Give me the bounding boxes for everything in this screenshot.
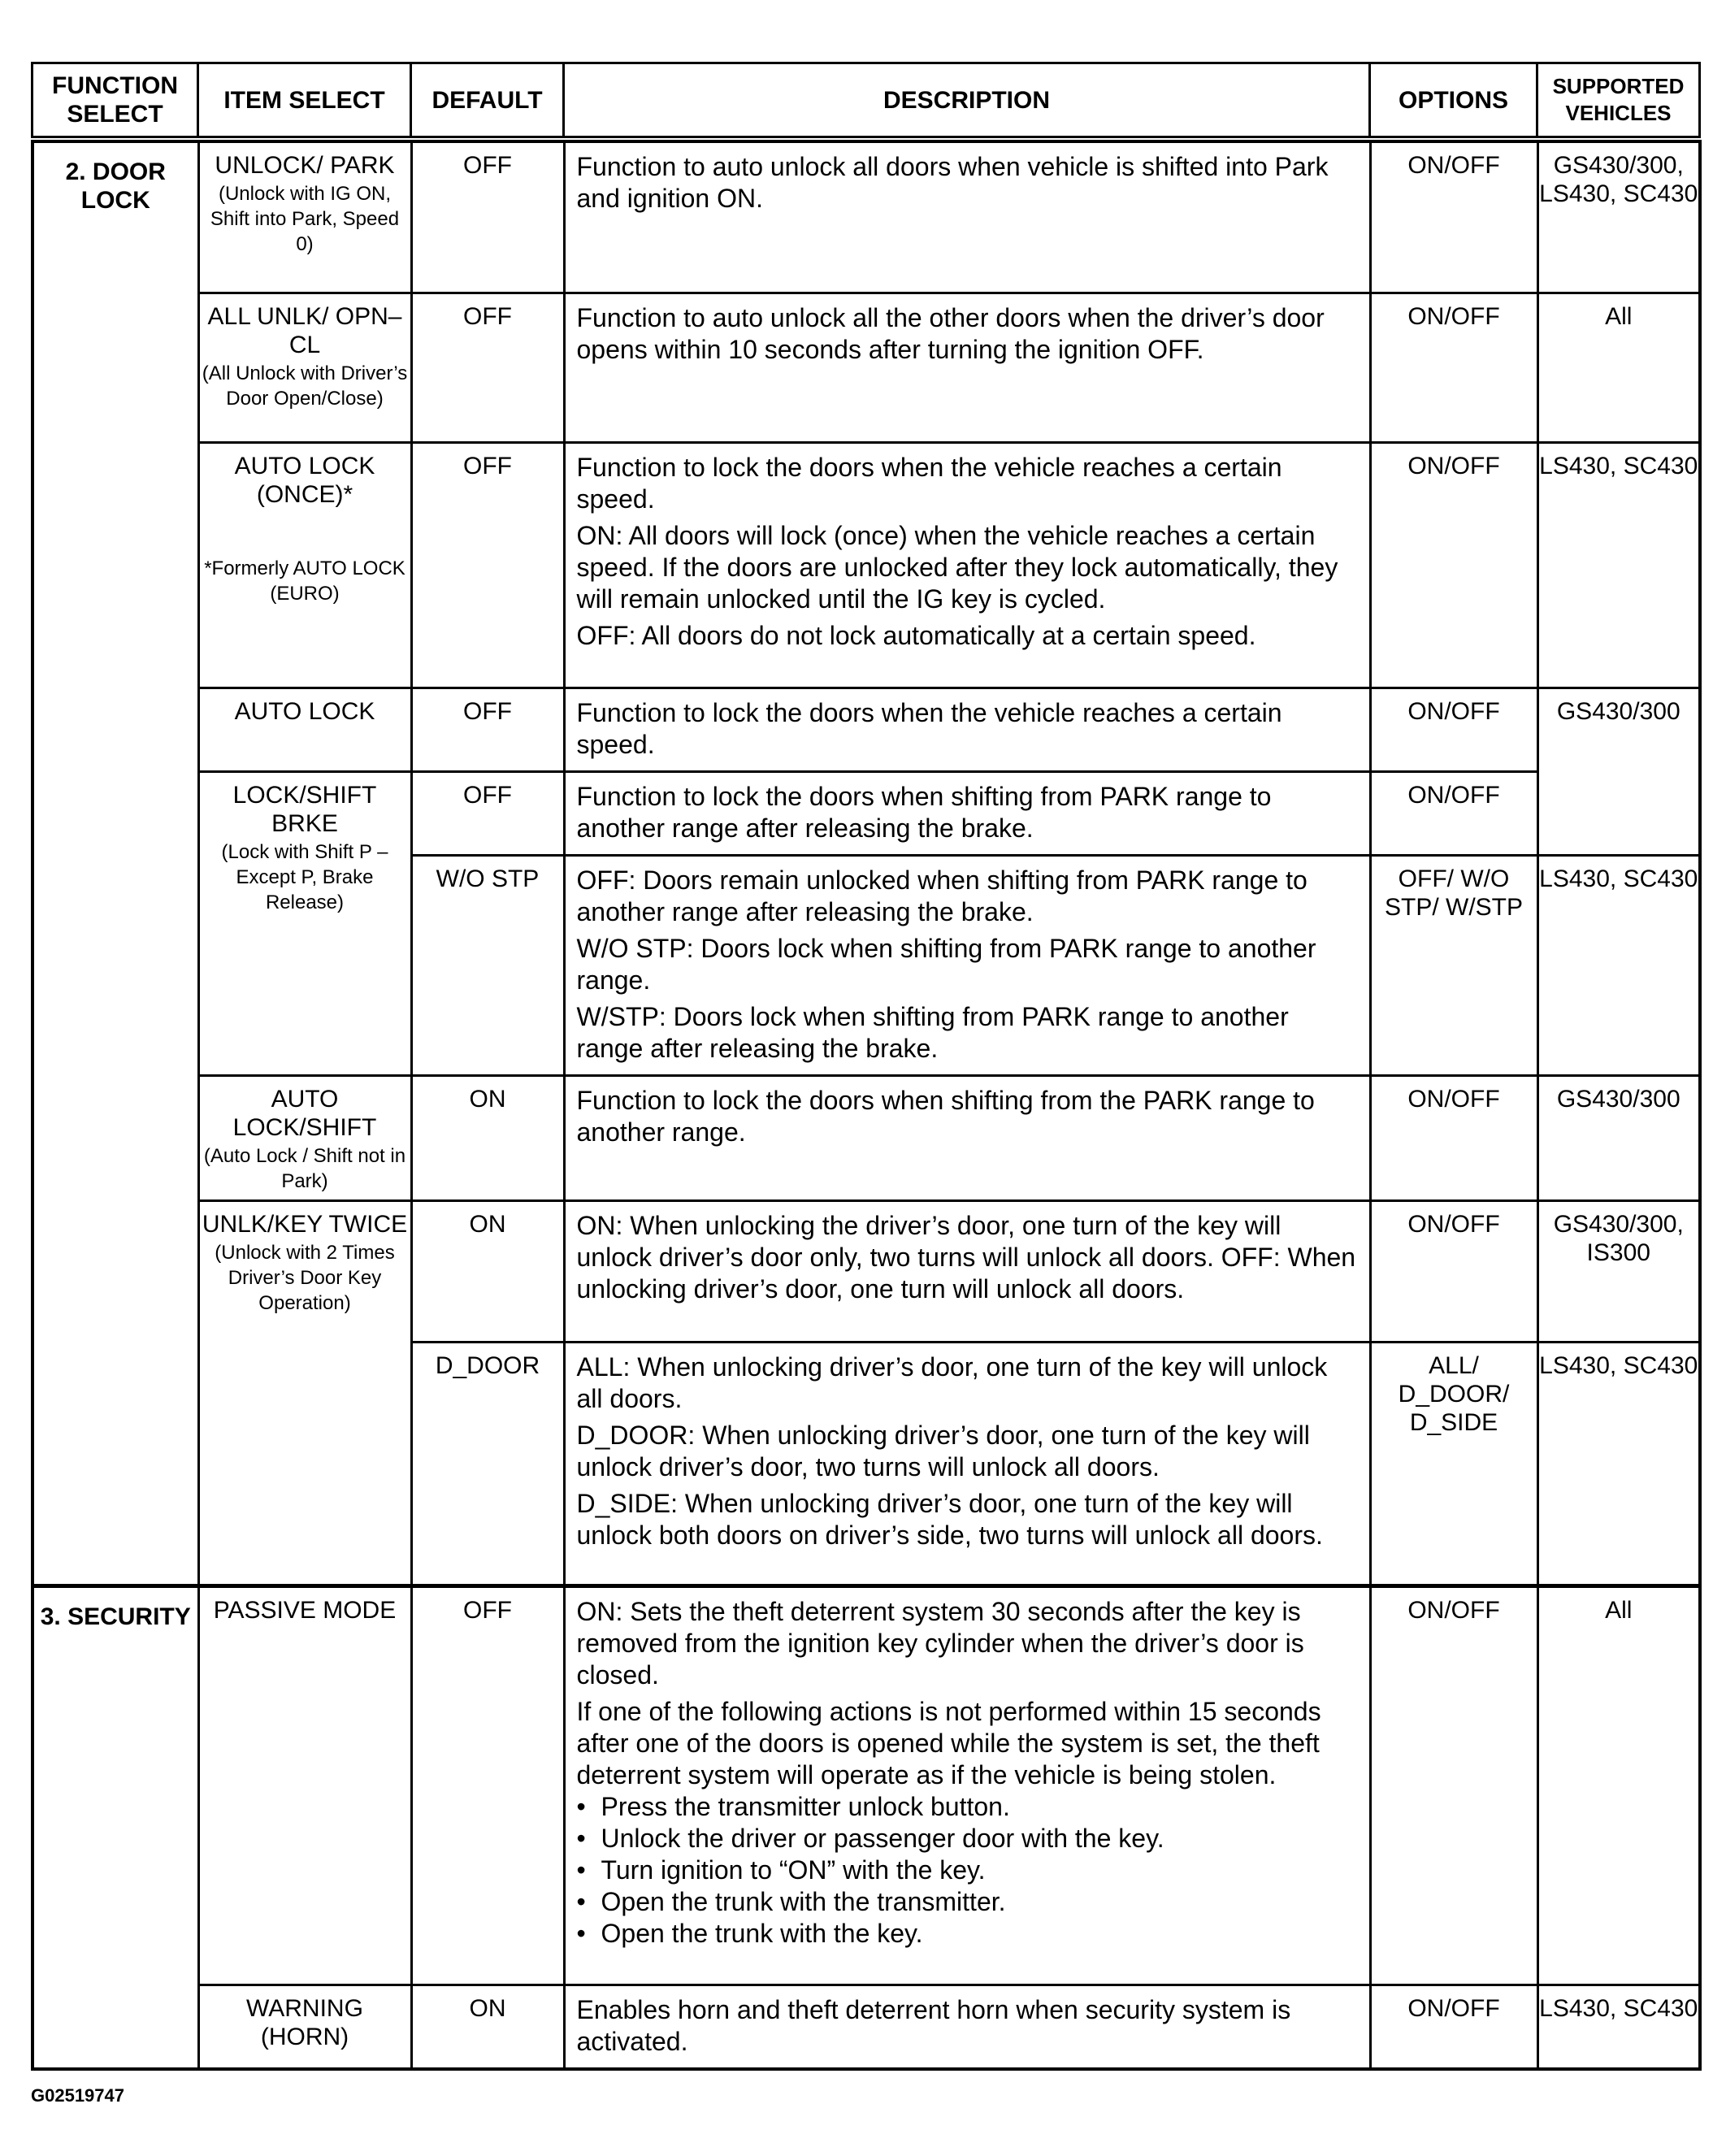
description-text: ON: All doors will lock (once) when the vehicle reaches a certain speed. If the doors are unlocked after they lock automatically, they will remain unlocked until the IG key is cycled. (576, 520, 1338, 614)
description-text: W/STP: Doors lock when shifting from PARK range to another range after releasing the brake. (576, 1001, 1289, 1063)
table-security (31, 1585, 1702, 2071)
item-cell (198, 442, 411, 688)
figure-code: G02519747 (31, 2085, 124, 2106)
description-text: OFF: All doors do not lock automatically at a certain speed. (576, 620, 1256, 650)
description-text: Function to lock the doors when shifting from PARK range to another range after releasing the brake. (576, 781, 1272, 843)
vehicles-value: All (1537, 1586, 1700, 1985)
list-item: • Unlock the driver or passenger door with the key. (601, 1823, 1358, 1855)
function-security: 3. SECURITY (33, 1586, 198, 2069)
action-list (577, 1791, 1358, 1950)
item-cell (198, 771, 411, 1075)
description-text: ALL: When unlocking driver’s door, one turn of the key will unlock all doors. (576, 1351, 1328, 1413)
item-cell (198, 293, 411, 442)
item-cell (198, 1586, 411, 1985)
options-value: ON/OFF (1370, 1586, 1537, 1985)
options-value: ON/OFF (1370, 442, 1537, 688)
options-value: ON/OFF (1370, 771, 1537, 855)
default-value: OFF (411, 688, 564, 771)
header-options: OPTIONS (1370, 63, 1537, 137)
description-text: Function to lock the doors when shifting from the PARK range to another range. (576, 1085, 1315, 1147)
item-cell (198, 1200, 411, 1586)
header-supported-vehicles: SUPPORTED VEHICLES (1537, 63, 1700, 137)
list-item: • Press the transmitter unlock button. (601, 1791, 1358, 1823)
default-value: OFF (411, 442, 564, 688)
default-value: OFF (411, 1586, 564, 1985)
description-text: Enables horn and theft deterrent horn when security system is activated. (576, 1994, 1291, 2056)
list-item: • Open the trunk with the key. (601, 1918, 1358, 1950)
item-cell (198, 141, 411, 293)
vehicles-value: LS430, SC430 (1537, 855, 1700, 1075)
vehicles-value: All (1537, 293, 1700, 442)
list-item: • Turn ignition to “ON” with the key. (601, 1855, 1358, 1886)
table-row (33, 1586, 1700, 1985)
item-label: WARNING (HORN) (246, 1994, 363, 2050)
table-row (33, 771, 1700, 855)
options-value: ON/OFF (1370, 1075, 1537, 1200)
description-cell (564, 293, 1370, 442)
item-cell (198, 1985, 411, 2069)
table-row (33, 293, 1700, 442)
header-item-select: ITEM SELECT (198, 63, 411, 137)
options-value: ON/OFF (1370, 293, 1537, 442)
item-sublabel: (Auto Lock / Shift not in Park) (203, 1144, 406, 1192)
description-text: Function to lock the doors when the vehicle reaches a certain speed. (576, 452, 1282, 514)
item-cell (198, 688, 411, 771)
vehicles-value: LS430, SC430 (1537, 442, 1700, 688)
header-default: DEFAULT (411, 63, 564, 137)
item-label: AUTO LOCK/SHIFT (232, 1085, 377, 1141)
vehicles-value: GS430/300, IS300 (1537, 1200, 1700, 1342)
item-sublabel: (Unlock with 2 Times Driver’s Door Key Operation) (215, 1241, 395, 1314)
item-sublabel: (Unlock with IG ON, Shift into Park, Speed 0) (210, 183, 400, 255)
description-cell (564, 855, 1370, 1075)
item-label: AUTO LOCK (234, 697, 375, 725)
item-label: UNLOCK/ PARK (215, 152, 395, 179)
table-row (33, 442, 1700, 688)
vehicles-value: GS430/300 (1537, 1075, 1700, 1200)
item-sublabel: (Lock with Shift P – Except P, Brake Release) (221, 840, 388, 913)
description-cell (564, 1985, 1370, 2069)
default-value: ON (411, 1985, 564, 2069)
options-value: ON/OFF (1370, 688, 1537, 771)
table-row (33, 141, 1700, 293)
item-footnote: *Formerly AUTO LOCK (EURO) (204, 557, 405, 605)
item-label: LOCK/SHIFT BRKE (232, 781, 377, 837)
item-cell (198, 1075, 411, 1200)
default-value: D_DOOR (411, 1342, 564, 1586)
function-door-lock: 2. DOOR LOCK (33, 141, 198, 1586)
header-description: DESCRIPTION (564, 63, 1370, 137)
table-row (33, 1200, 1700, 1342)
options-value: OFF/ W/O STP/ W/STP (1370, 855, 1537, 1075)
table-row (33, 688, 1700, 771)
description-cell (564, 1200, 1370, 1342)
options-value: ON/OFF (1370, 1200, 1537, 1342)
description-cell (564, 1075, 1370, 1200)
description-cell (564, 1586, 1370, 1985)
vehicles-value: LS430, SC430 (1537, 1342, 1700, 1586)
vehicles-value: LS430, SC430 (1537, 1985, 1700, 2069)
description-text: Function to auto unlock all doors when vehicle is shifted into Park and ignition ON. (576, 152, 1329, 213)
description-text: ON: Sets the theft deterrent system 30 seconds after the key is removed from the ignition key cylinder when the driver’s door is closed. (576, 1597, 1304, 1690)
default-value: ON (411, 1200, 564, 1342)
description-cell (564, 688, 1370, 771)
description-text: OFF: Doors remain unlocked when shifting from PARK range to another range after releasing the brake. (576, 865, 1308, 926)
default-value: OFF (411, 771, 564, 855)
item-label: ALL UNLK/ OPN–CL (207, 302, 402, 358)
description-text: Function to auto unlock all the other doors when the driver’s door opens within 10 seconds after turning the ignition OFF. (576, 302, 1325, 364)
default-value: W/O STP (411, 855, 564, 1075)
options-value: ON/OFF (1370, 1985, 1537, 2069)
description-cell (564, 1342, 1370, 1586)
description-cell (564, 442, 1370, 688)
description-text: D_SIDE: When unlocking driver’s door, one turn of the key will unlock both doors on driver’s side, two turns will unlock all doors. (576, 1488, 1323, 1550)
item-label: AUTO LOCK (ONCE)* (234, 452, 375, 508)
description-cell (564, 771, 1370, 855)
item-label: PASSIVE MODE (213, 1597, 397, 1624)
description-text: W/O STP: Doors lock when shifting from PARK range to another range. (576, 933, 1316, 995)
description-text: Function to lock the doors when the vehicle reaches a certain speed. (576, 697, 1282, 759)
description-text: ON: When unlocking the driver’s door, one turn of the key will unlock driver’s door only, two turns will unlock all doors. OFF: When unlocking driver’s door, one turn will unlock all doors. (576, 1210, 1356, 1304)
vehicles-value: GS430/300, LS430, SC430 (1537, 141, 1700, 293)
default-value: ON (411, 1075, 564, 1200)
options-value: ON/OFF (1370, 141, 1537, 293)
description-text: D_DOOR: When unlocking driver’s door, one turn of the key will unlock driver’s door, two turns will unlock all doors. (576, 1420, 1310, 1481)
table-row (33, 1985, 1700, 2069)
item-label: UNLK/KEY TWICE (202, 1210, 408, 1238)
item-sublabel: (All Unlock with Driver’s Door Open/Close) (202, 362, 408, 410)
options-value: ALL/ D_DOOR/ D_SIDE (1370, 1342, 1537, 1586)
default-value: OFF (411, 141, 564, 293)
table-door-lock (31, 140, 1702, 1587)
header-function-select: FUNCTION SELECT (33, 63, 198, 137)
description-text: If one of the following actions is not performed within 15 seconds after one of the doors is opened while the system is set, the theft deterrent system will operate as if the vehicle is being stolen. (576, 1697, 1321, 1789)
description-cell (564, 141, 1370, 293)
list-item: • Open the trunk with the transmitter. (601, 1886, 1358, 1918)
vehicles-value: GS430/300 (1537, 688, 1700, 855)
default-value: OFF (411, 293, 564, 442)
table-row (33, 1075, 1700, 1200)
table-header (31, 62, 1701, 138)
